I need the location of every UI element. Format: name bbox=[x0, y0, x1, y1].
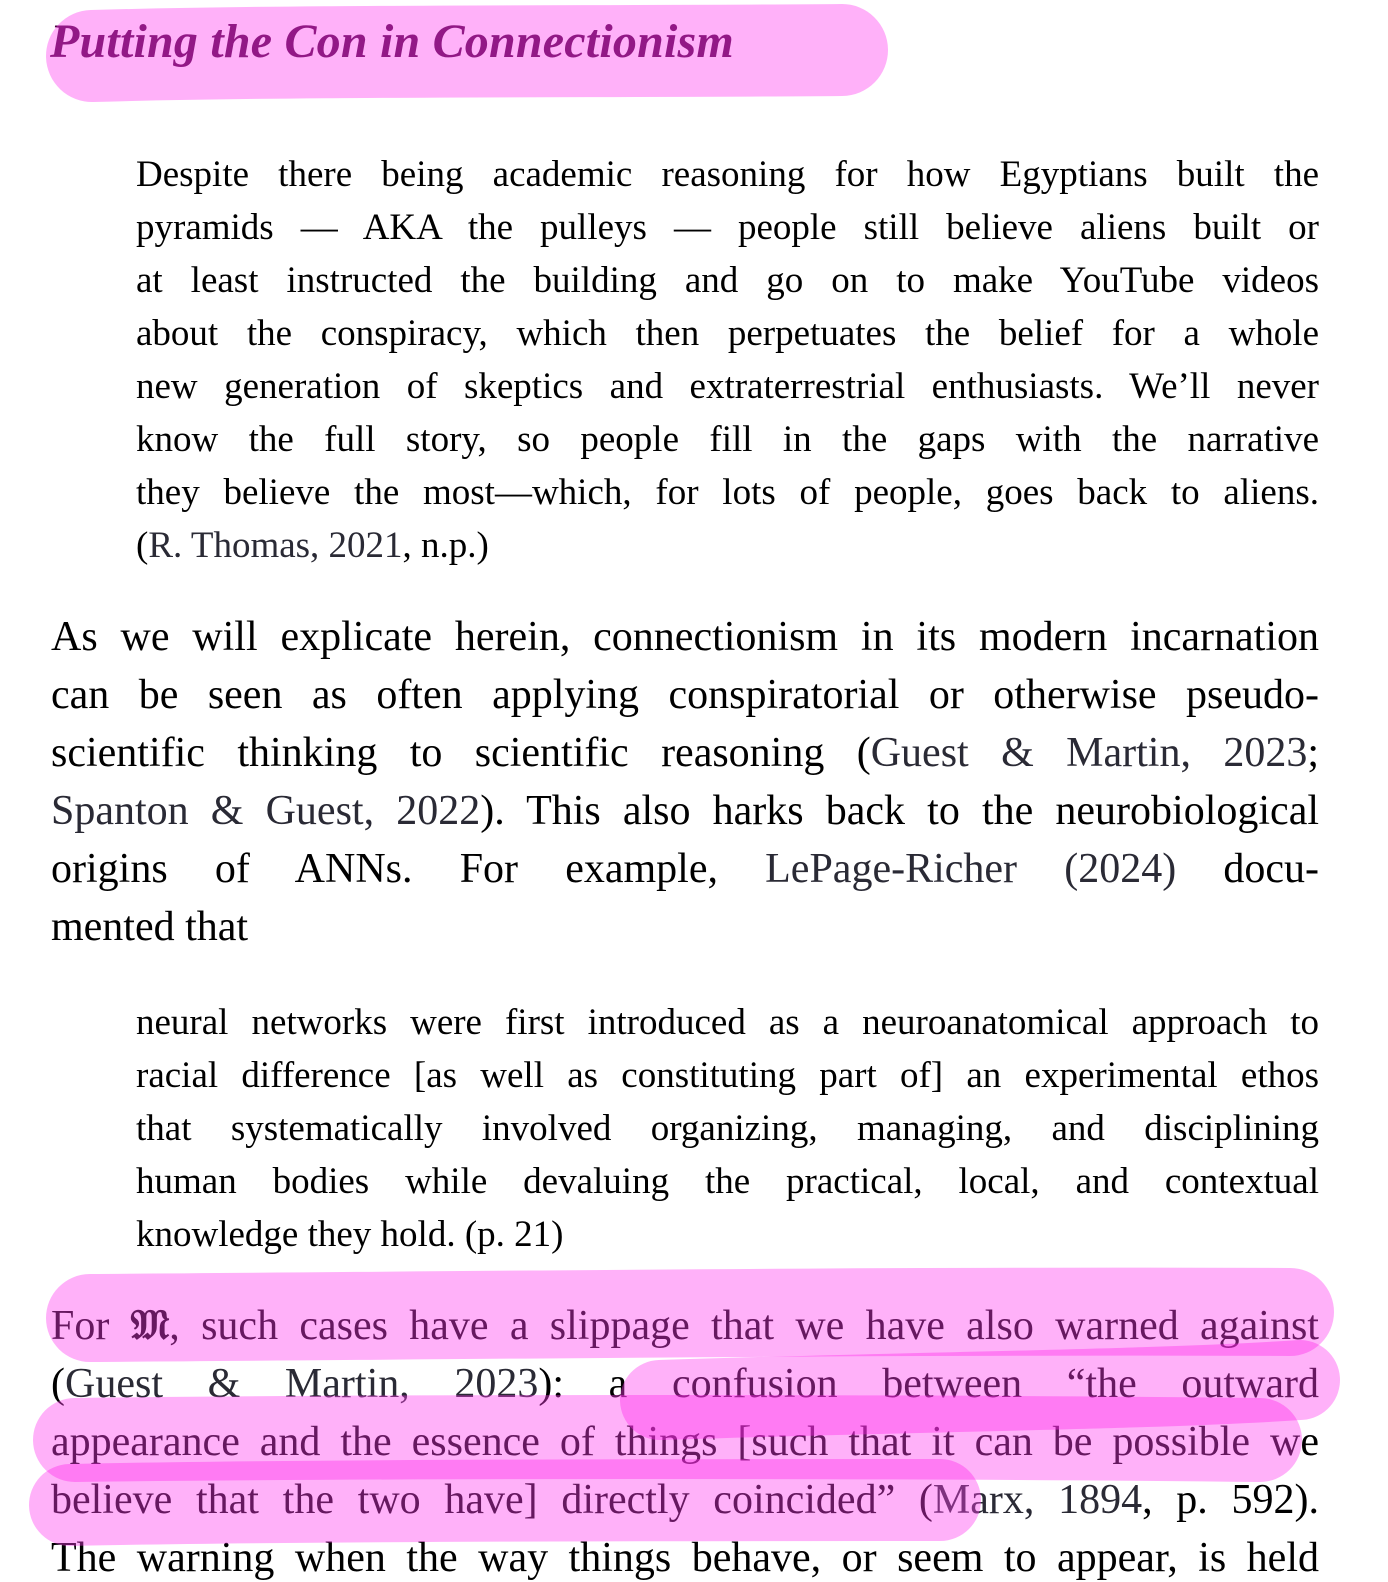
citation-link-guest-martin-2023[interactable]: Guest & Martin, 2023 bbox=[65, 1361, 539, 1407]
paragraph-line bbox=[51, 1355, 1319, 1413]
text-run: docu- bbox=[1176, 846, 1319, 892]
quote-citation-line bbox=[136, 519, 1319, 572]
quote-line: new generation of skeptics and extraterrestrial enthusiasts. We’ll never bbox=[136, 366, 1319, 407]
quote-line: about the conspiracy, which then perpetuates the belief for a whole bbox=[136, 313, 1319, 354]
quote-line: Despite there being academic reasoning for how Egyptians built the bbox=[136, 154, 1319, 195]
block-quote-thomas bbox=[136, 148, 1319, 572]
text-run: ; bbox=[1307, 730, 1319, 776]
quote-line: pyramids — AKA the pulleys — people still believe aliens built or bbox=[136, 207, 1319, 248]
quote-line: knowledge they hold. (p. 21) bbox=[136, 1214, 564, 1255]
citation-link-thomas-2021[interactable]: R. Thomas, 2021 bbox=[148, 525, 403, 566]
paragraph-line: mented that bbox=[51, 904, 249, 950]
text-run: believe that the two have] directly coincided” ( bbox=[51, 1477, 933, 1523]
body-paragraph-1 bbox=[51, 608, 1319, 956]
text-run: , p. 592). bbox=[1142, 1477, 1319, 1523]
citation-link-guest-martin-2023[interactable]: Guest & Martin, 2023 bbox=[870, 730, 1308, 776]
paragraph-line bbox=[51, 840, 1319, 898]
text-run: ( bbox=[51, 1361, 65, 1407]
quote-line: that systematically involved organizing, managing, and disciplining bbox=[136, 1108, 1319, 1149]
paragraph-line: can be seen as often applying conspiratorial or otherwise pseudo- bbox=[51, 672, 1319, 718]
paragraph-line bbox=[51, 1471, 1319, 1529]
body-paragraph-2 bbox=[51, 1296, 1319, 1582]
paragraph-line bbox=[51, 1296, 1319, 1355]
text-run: ). This also harks back to the neurobiological bbox=[480, 788, 1320, 834]
citation-link-marx-1894[interactable]: Marx, 1894 bbox=[932, 1477, 1143, 1523]
quote-line: human bodies while devaluing the practical, local, and contextual bbox=[136, 1161, 1319, 1202]
quote-line: neural networks were first introduced as a neuroanatomical approach to bbox=[136, 1002, 1319, 1043]
quote-line: at least instructed the building and go on to make YouTube videos bbox=[136, 260, 1319, 301]
paragraph-line: As we will explicate herein, connectionism in its modern incarnation bbox=[51, 614, 1319, 660]
paragraph-line: appearance and the essence of things [such that it can be possible we bbox=[51, 1419, 1319, 1465]
quote-line: they believe the most—which, for lots of people, goes back to aliens. bbox=[136, 472, 1319, 513]
text-run: scientific thinking to scientific reasoning ( bbox=[51, 730, 871, 776]
section-title: Putting the Con in Connectionism bbox=[50, 15, 734, 68]
paragraph-line: The warning when the way things behave, or seem to appear, is held bbox=[51, 1535, 1319, 1581]
block-quote-lepage-richer bbox=[136, 996, 1319, 1261]
quote-line: racial difference [as well as constituting part of] an experimental ethos bbox=[136, 1055, 1319, 1096]
paragraph-line bbox=[51, 782, 1319, 840]
citation-page: , n.p.) bbox=[402, 525, 489, 566]
text-run: ): a confusion between “the outward bbox=[538, 1361, 1319, 1407]
text-run: , such cases have a slippage that we have also warned against bbox=[169, 1303, 1319, 1349]
text-run: origins of ANNs. For example, bbox=[51, 846, 766, 892]
fraktur-m-symbol: 𝔐 bbox=[130, 1300, 170, 1349]
quote-line: know the full story, so people fill in the gaps with the narrative bbox=[136, 419, 1319, 460]
text-run: For bbox=[51, 1303, 131, 1349]
citation-link-spanton-guest-2022[interactable]: Spanton & Guest, 2022 bbox=[51, 788, 481, 834]
paragraph-line bbox=[51, 724, 1319, 782]
citation-link-lepage-richer-2024[interactable]: LePage-Richer (2024) bbox=[765, 846, 1177, 892]
citation-paren: ( bbox=[136, 525, 149, 566]
